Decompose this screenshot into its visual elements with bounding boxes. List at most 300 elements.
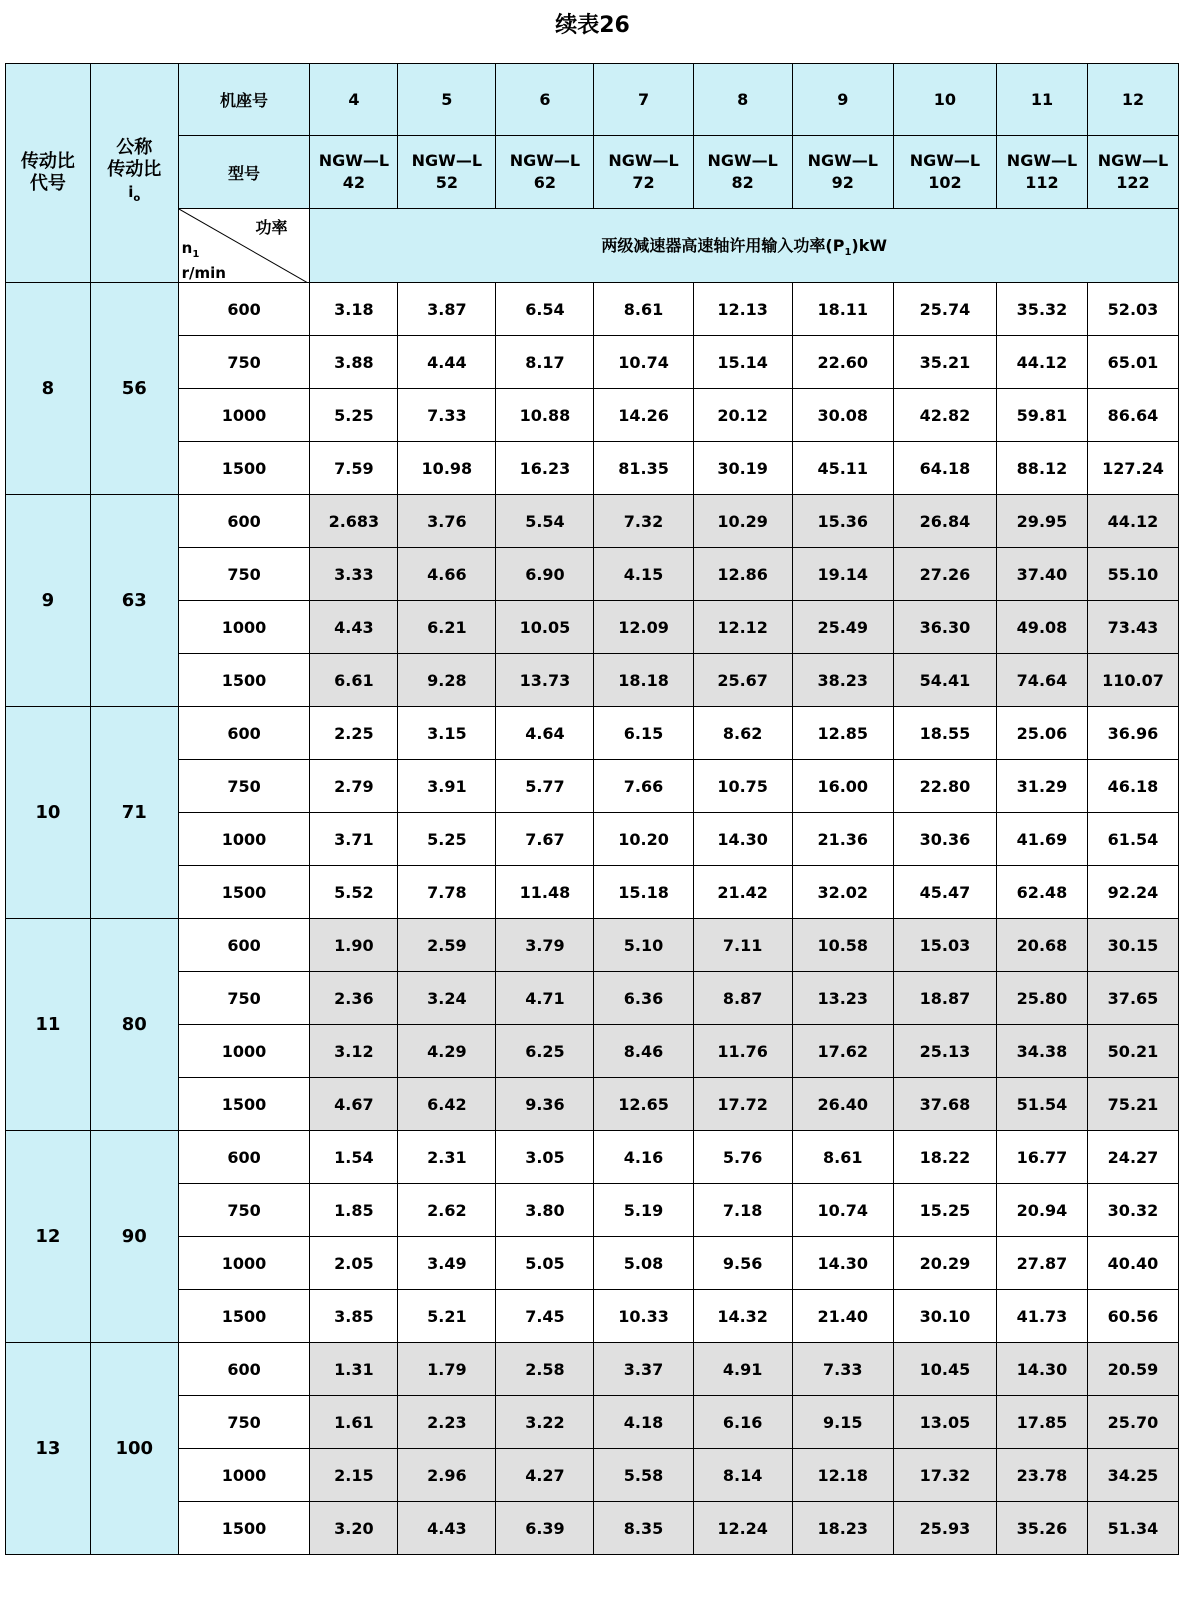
power-value-cell: 65.01 [1087,336,1178,389]
power-value-cell: 54.41 [893,654,996,707]
nominal-ratio-header [90,64,178,283]
frame-label: 机座号 [178,64,310,136]
table-row [6,548,1179,601]
nominal-ratio-sub: o [133,192,141,204]
power-value-cell: 4.29 [398,1025,496,1078]
power-value-cell: 45.47 [893,866,996,919]
power-value-cell: 1.31 [310,1343,398,1396]
power-value-cell: 5.21 [398,1290,496,1343]
table-row [6,1449,1179,1502]
power-value-cell: 18.55 [893,707,996,760]
power-value-cell: 17.62 [792,1025,893,1078]
nominal-ratio-cell: 90 [90,1131,178,1343]
frame-cell: 5 [398,64,496,136]
speed-cell: 1000 [178,813,310,866]
frame-cell: 6 [496,64,594,136]
power-value-cell: 3.85 [310,1290,398,1343]
power-value-cell: 3.71 [310,813,398,866]
power-value-cell: 5.76 [693,1131,792,1184]
power-value-cell: 6.15 [594,707,693,760]
power-value-cell: 3.15 [398,707,496,760]
power-value-cell: 2.79 [310,760,398,813]
power-value-cell: 6.54 [496,283,594,336]
power-value-cell: 15.36 [792,495,893,548]
span-label-sub: 1 [844,247,852,259]
speed-cell: 1000 [178,1237,310,1290]
ratio-code-cell: 9 [6,495,91,707]
power-value-cell: 25.93 [893,1502,996,1555]
table-row [6,972,1179,1025]
power-value-cell: 18.87 [893,972,996,1025]
power-value-cell: 4.67 [310,1078,398,1131]
model-cell [1087,136,1178,209]
power-value-cell: 5.10 [594,919,693,972]
frame-cell: 4 [310,64,398,136]
power-value-cell: 7.67 [496,813,594,866]
power-value-cell: 15.25 [893,1184,996,1237]
power-value-cell: 2.05 [310,1237,398,1290]
frame-cell: 12 [1087,64,1178,136]
power-value-cell: 86.64 [1087,389,1178,442]
nominal-ratio-cell: 100 [90,1343,178,1555]
power-value-cell: 10.33 [594,1290,693,1343]
power-value-cell: 7.45 [496,1290,594,1343]
ratio-code-header [6,64,91,283]
power-value-cell: 2.58 [496,1343,594,1396]
table-row [6,1131,1179,1184]
power-value-cell: 11.48 [496,866,594,919]
power-value-cell: 41.73 [997,1290,1088,1343]
power-value-cell: 1.54 [310,1131,398,1184]
speed-cell: 1500 [178,442,310,495]
power-value-cell: 10.20 [594,813,693,866]
model-line2: 122 [1116,173,1150,192]
model-line1: NGW—L [509,151,581,170]
power-value-cell: 3.79 [496,919,594,972]
power-value-cell: 16.00 [792,760,893,813]
power-value-cell: 8.14 [693,1449,792,1502]
power-value-cell: 6.36 [594,972,693,1025]
power-value-cell: 40.40 [1087,1237,1178,1290]
speed-cell: 1500 [178,1502,310,1555]
power-value-cell: 8.61 [792,1131,893,1184]
speed-cell: 750 [178,548,310,601]
power-value-cell: 17.72 [693,1078,792,1131]
table-row [6,1290,1179,1343]
nominal-ratio-symbol: i [128,182,134,201]
power-value-cell: 110.07 [1087,654,1178,707]
nominal-ratio-line1: 公称 [116,136,153,158]
speed-cell: 600 [178,1131,310,1184]
frame-cell: 9 [792,64,893,136]
power-value-cell: 12.24 [693,1502,792,1555]
power-value-cell: 2.59 [398,919,496,972]
power-value-cell: 27.87 [997,1237,1088,1290]
model-cell [496,136,594,209]
power-value-cell: 10.58 [792,919,893,972]
model-line2: 42 [342,173,366,192]
power-label: 功率 [255,218,288,237]
power-value-cell: 17.85 [997,1396,1088,1449]
power-value-cell: 2.96 [398,1449,496,1502]
model-cell [398,136,496,209]
power-value-cell: 7.66 [594,760,693,813]
power-value-cell: 8.87 [693,972,792,1025]
model-line2: 52 [435,173,458,192]
power-value-cell: 6.39 [496,1502,594,1555]
power-value-cell: 2.25 [310,707,398,760]
power-value-cell: 7.59 [310,442,398,495]
power-value-cell: 5.25 [398,813,496,866]
power-value-cell: 46.18 [1087,760,1178,813]
frame-cell: 7 [594,64,693,136]
table-row [6,707,1179,760]
power-value-cell: 6.61 [310,654,398,707]
power-value-cell: 36.30 [893,601,996,654]
power-value-cell: 13.05 [893,1396,996,1449]
power-value-cell: 9.28 [398,654,496,707]
power-value-cell: 32.02 [792,866,893,919]
power-value-cell: 21.42 [693,866,792,919]
power-value-cell: 38.23 [792,654,893,707]
power-value-cell: 12.85 [792,707,893,760]
model-label: 型号 [178,136,310,209]
table-row [6,389,1179,442]
model-line2: 82 [731,173,754,192]
power-value-cell: 25.67 [693,654,792,707]
power-value-cell: 12.13 [693,283,792,336]
power-value-cell: 4.15 [594,548,693,601]
power-value-cell: 24.27 [1087,1131,1178,1184]
power-value-cell: 35.21 [893,336,996,389]
power-value-cell: 3.91 [398,760,496,813]
model-line1: NGW—L [1006,151,1078,170]
ratio-code-line2: 代号 [29,173,66,194]
power-value-cell: 20.12 [693,389,792,442]
model-cell [893,136,996,209]
diagonal-header-cell [178,209,310,283]
power-value-cell: 30.36 [893,813,996,866]
power-value-cell: 92.24 [1087,866,1178,919]
ratio-code-cell: 10 [6,707,91,919]
table-row [6,1025,1179,1078]
power-value-cell: 13.23 [792,972,893,1025]
frame-cell: 10 [893,64,996,136]
power-value-cell: 12.86 [693,548,792,601]
power-value-cell: 10.88 [496,389,594,442]
power-value-cell: 2.23 [398,1396,496,1449]
power-value-cell: 6.16 [693,1396,792,1449]
power-value-cell: 5.19 [594,1184,693,1237]
model-line2: 102 [928,173,962,192]
ratio-code-cell: 12 [6,1131,91,1343]
power-value-cell: 3.20 [310,1502,398,1555]
power-value-cell: 1.79 [398,1343,496,1396]
table-row [6,601,1179,654]
power-value-cell: 1.90 [310,919,398,972]
power-value-cell: 8.61 [594,283,693,336]
model-cell [792,136,893,209]
power-value-cell: 21.40 [792,1290,893,1343]
power-value-cell: 36.96 [1087,707,1178,760]
power-value-cell: 9.56 [693,1237,792,1290]
table-row [6,1184,1179,1237]
power-value-cell: 10.98 [398,442,496,495]
table-row [6,1502,1179,1555]
power-value-cell: 31.29 [997,760,1088,813]
power-value-cell: 16.23 [496,442,594,495]
speed-cell: 750 [178,1396,310,1449]
model-cell [310,136,398,209]
power-value-cell: 51.34 [1087,1502,1178,1555]
power-value-cell: 4.44 [398,336,496,389]
power-value-cell: 11.76 [693,1025,792,1078]
power-value-cell: 23.78 [997,1449,1088,1502]
power-value-cell: 6.25 [496,1025,594,1078]
power-value-cell: 44.12 [997,336,1088,389]
power-value-cell: 18.23 [792,1502,893,1555]
model-line1: NGW—L [608,151,679,170]
frame-cell: 11 [997,64,1088,136]
model-cell [997,136,1088,209]
power-value-cell: 6.90 [496,548,594,601]
power-value-cell: 3.37 [594,1343,693,1396]
power-value-cell: 1.85 [310,1184,398,1237]
power-value-cell: 30.08 [792,389,893,442]
power-value-cell: 5.08 [594,1237,693,1290]
power-value-cell: 49.08 [997,601,1088,654]
power-value-cell: 3.33 [310,548,398,601]
power-value-cell: 6.42 [398,1078,496,1131]
speed-cell: 750 [178,336,310,389]
model-line1: NGW—L [807,151,878,170]
power-value-cell: 4.18 [594,1396,693,1449]
power-value-cell: 3.87 [398,283,496,336]
power-value-cell: 25.49 [792,601,893,654]
power-value-cell: 14.30 [693,813,792,866]
power-value-cell: 10.74 [792,1184,893,1237]
power-value-cell: 4.43 [310,601,398,654]
span-label-pre: 两级减速器高速轴许用输入功率(P [601,235,845,255]
power-value-cell: 25.13 [893,1025,996,1078]
nominal-ratio-cell: 63 [90,495,178,707]
power-value-cell: 6.21 [398,601,496,654]
power-value-cell: 4.71 [496,972,594,1025]
power-value-cell: 10.45 [893,1343,996,1396]
frame-cell: 8 [693,64,792,136]
power-value-cell: 26.40 [792,1078,893,1131]
speed-cell: 1500 [178,1290,310,1343]
speed-cell: 750 [178,1184,310,1237]
speed-cell: 600 [178,919,310,972]
power-value-cell: 7.33 [398,389,496,442]
power-value-cell: 15.03 [893,919,996,972]
table-row [6,1078,1179,1131]
power-value-cell: 3.88 [310,336,398,389]
power-value-cell: 22.80 [893,760,996,813]
power-value-cell: 17.32 [893,1449,996,1502]
power-value-cell: 7.11 [693,919,792,972]
power-value-cell: 5.25 [310,389,398,442]
ratio-code-cell: 11 [6,919,91,1131]
speed-cell: 1500 [178,866,310,919]
speed-cell: 600 [178,495,310,548]
ratio-code-cell: 13 [6,1343,91,1555]
nominal-ratio-cell: 71 [90,707,178,919]
power-value-cell: 8.17 [496,336,594,389]
power-value-cell: 10.29 [693,495,792,548]
power-value-cell: 14.32 [693,1290,792,1343]
power-value-cell: 3.24 [398,972,496,1025]
power-value-cell: 14.30 [792,1237,893,1290]
power-value-cell: 12.12 [693,601,792,654]
speed-cell: 1000 [178,389,310,442]
power-value-cell: 27.26 [893,548,996,601]
model-line2: 92 [831,173,854,192]
power-value-cell: 34.38 [997,1025,1088,1078]
power-value-cell: 14.26 [594,389,693,442]
power-value-cell: 5.77 [496,760,594,813]
model-line2: 62 [533,173,557,192]
power-value-cell: 5.54 [496,495,594,548]
speed-cell: 600 [178,707,310,760]
table-row [6,283,1179,336]
power-value-cell: 20.29 [893,1237,996,1290]
power-value-cell: 19.14 [792,548,893,601]
power-value-cell: 30.15 [1087,919,1178,972]
speed-cell: 1000 [178,1449,310,1502]
power-value-cell: 22.60 [792,336,893,389]
power-value-cell: 12.65 [594,1078,693,1131]
power-table [5,63,1179,1555]
power-value-cell: 20.94 [997,1184,1088,1237]
power-value-cell: 7.33 [792,1343,893,1396]
power-value-cell: 15.14 [693,336,792,389]
power-value-cell: 2.62 [398,1184,496,1237]
power-value-cell: 42.82 [893,389,996,442]
power-value-cell: 4.91 [693,1343,792,1396]
model-line1: NGW—L [1097,151,1169,170]
speed-cell: 600 [178,1343,310,1396]
power-value-cell: 51.54 [997,1078,1088,1131]
model-line2: 72 [632,173,655,192]
power-value-cell: 61.54 [1087,813,1178,866]
speed-sub: 1 [192,249,200,260]
power-value-cell: 62.48 [997,866,1088,919]
power-value-cell: 21.36 [792,813,893,866]
model-line1: NGW—L [318,151,390,170]
ratio-code-line1: 传动比 [20,151,75,172]
power-value-cell: 3.22 [496,1396,594,1449]
power-value-cell: 7.18 [693,1184,792,1237]
power-value-cell: 3.12 [310,1025,398,1078]
power-value-cell: 60.56 [1087,1290,1178,1343]
power-value-cell: 15.18 [594,866,693,919]
power-value-cell: 12.18 [792,1449,893,1502]
power-value-cell: 74.64 [997,654,1088,707]
power-value-cell: 2.683 [310,495,398,548]
power-value-cell: 8.62 [693,707,792,760]
power-value-cell: 25.06 [997,707,1088,760]
power-value-cell: 18.22 [893,1131,996,1184]
power-value-cell: 55.10 [1087,548,1178,601]
table-row [6,813,1179,866]
power-value-cell: 4.66 [398,548,496,601]
power-value-cell: 12.09 [594,601,693,654]
power-value-cell: 29.95 [997,495,1088,548]
power-value-cell: 45.11 [792,442,893,495]
speed-cell: 1500 [178,1078,310,1131]
power-value-cell: 9.36 [496,1078,594,1131]
power-value-cell: 25.80 [997,972,1088,1025]
power-value-cell: 25.74 [893,283,996,336]
power-value-cell: 2.36 [310,972,398,1025]
speed-cell: 1000 [178,601,310,654]
model-cell [693,136,792,209]
speed-unit: r/min [181,264,226,282]
power-span-header [310,209,1179,283]
power-value-cell: 37.68 [893,1078,996,1131]
power-value-cell: 18.11 [792,283,893,336]
power-value-cell: 34.25 [1087,1449,1178,1502]
power-value-cell: 4.64 [496,707,594,760]
power-value-cell: 8.46 [594,1025,693,1078]
power-value-cell: 4.27 [496,1449,594,1502]
power-value-cell: 7.32 [594,495,693,548]
table-row [6,654,1179,707]
table-row [6,442,1179,495]
power-value-cell: 8.35 [594,1502,693,1555]
power-value-cell: 10.74 [594,336,693,389]
power-value-cell: 44.12 [1087,495,1178,548]
power-value-cell: 4.16 [594,1131,693,1184]
power-value-cell: 5.58 [594,1449,693,1502]
power-value-cell: 4.43 [398,1502,496,1555]
nominal-ratio-cell: 56 [90,283,178,495]
power-value-cell: 20.68 [997,919,1088,972]
table-row [6,336,1179,389]
power-value-cell: 13.73 [496,654,594,707]
table-row [6,866,1179,919]
power-value-cell: 64.18 [893,442,996,495]
speed-cell: 750 [178,760,310,813]
speed-cell: 1500 [178,654,310,707]
power-value-cell: 88.12 [997,442,1088,495]
speed-cell: 600 [178,283,310,336]
power-value-cell: 30.10 [893,1290,996,1343]
power-value-cell: 59.81 [997,389,1088,442]
power-value-cell: 3.18 [310,283,398,336]
table-row [6,1396,1179,1449]
speed-cell: 750 [178,972,310,1025]
table-row [6,1237,1179,1290]
power-value-cell: 5.05 [496,1237,594,1290]
table-row [6,1343,1179,1396]
power-value-cell: 3.76 [398,495,496,548]
table-row [6,760,1179,813]
power-value-cell: 73.43 [1087,601,1178,654]
nominal-ratio-line2: 传动比 [107,158,162,180]
power-value-cell: 41.69 [997,813,1088,866]
power-value-cell: 30.19 [693,442,792,495]
nominal-ratio-cell: 80 [90,919,178,1131]
power-value-cell: 37.65 [1087,972,1178,1025]
power-value-cell: 20.59 [1087,1343,1178,1396]
power-value-cell: 52.03 [1087,283,1178,336]
power-value-cell: 10.05 [496,601,594,654]
power-value-cell: 3.49 [398,1237,496,1290]
span-label-post: )kW [851,235,888,255]
